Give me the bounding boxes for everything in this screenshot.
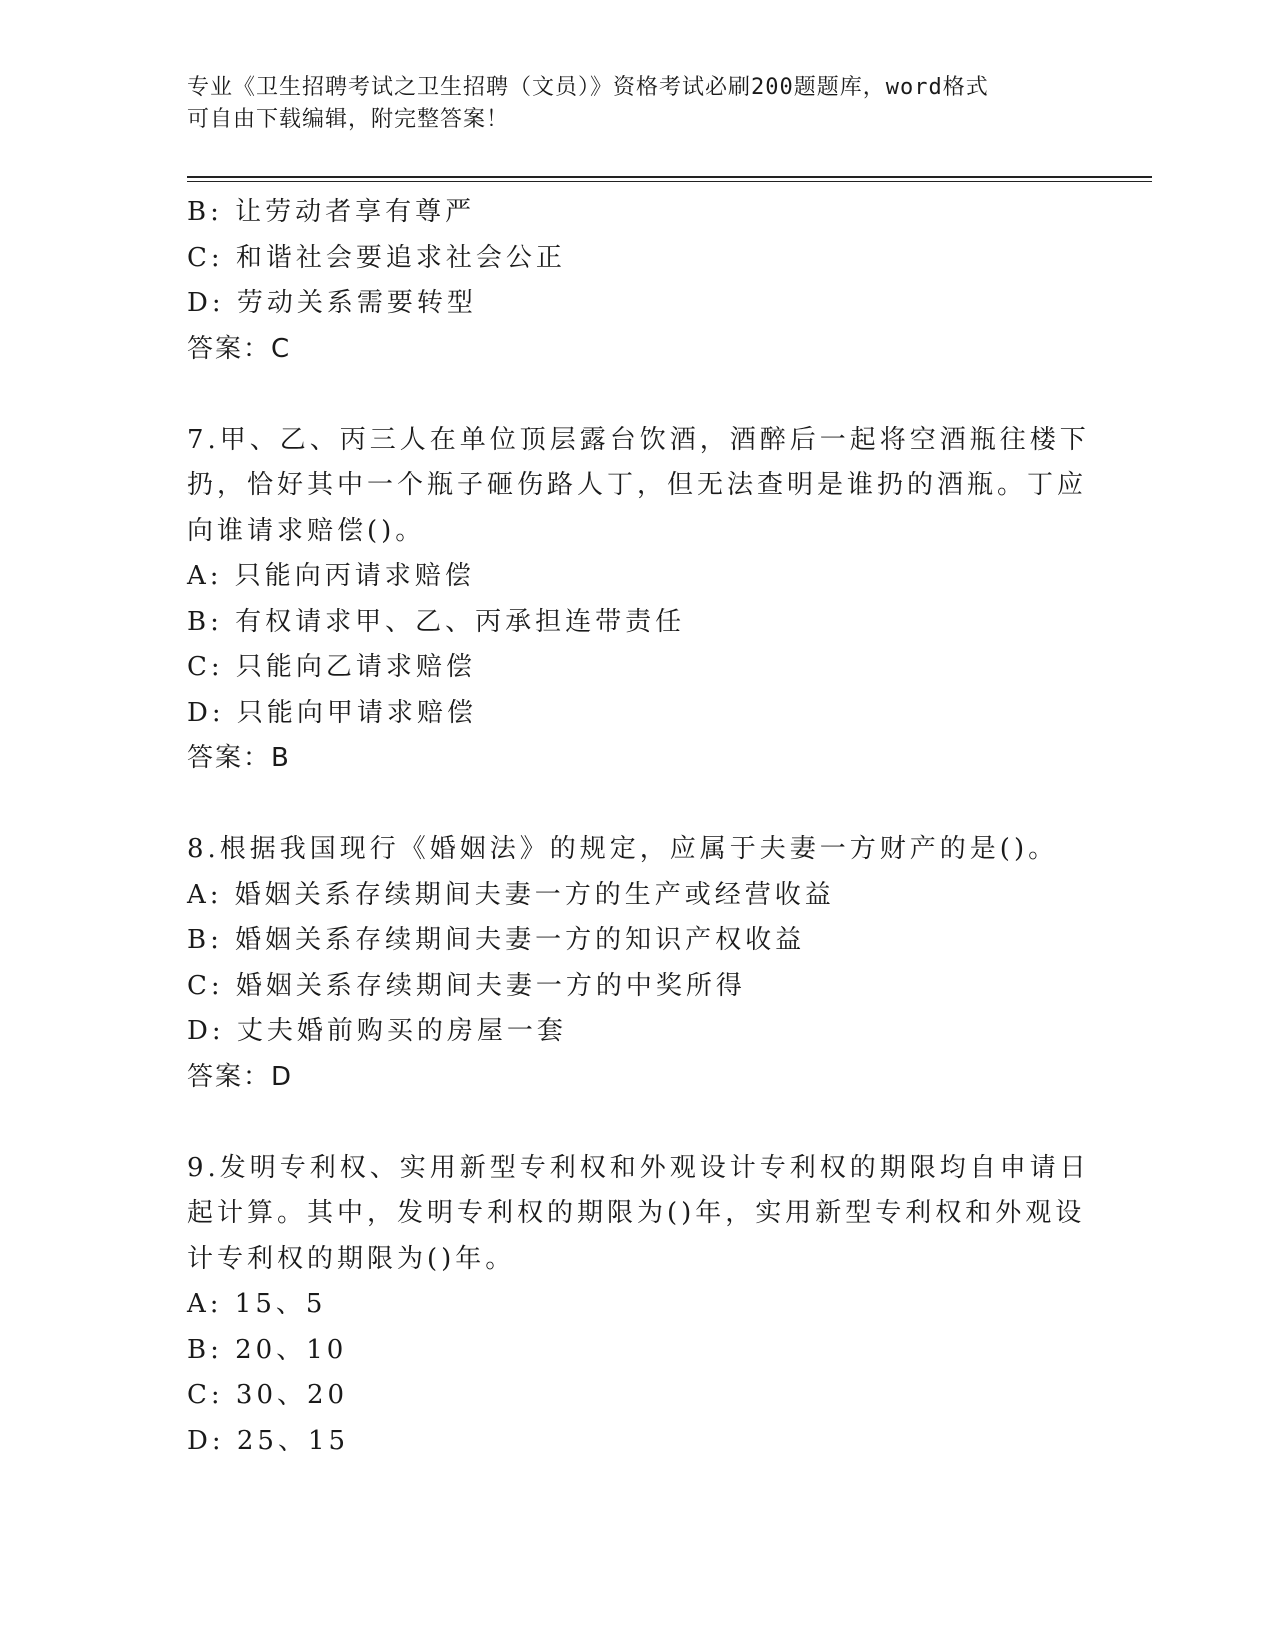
question-stem-line: 向谁请求赔偿()。 — [187, 515, 426, 546]
question-spacer — [187, 1100, 1067, 1146]
question-stem-line: 扔，恰好其中一个瓶子砸伤路人丁，但无法查明是谁扔的酒瓶。丁应 — [187, 470, 1088, 500]
option-d: D: 25、15 — [187, 1425, 350, 1456]
option-c: C: 30、20 — [187, 1380, 349, 1410]
question-stem-line: 计专利权的期限为()年。 — [187, 1243, 516, 1274]
answer-line: 答案：D — [187, 1061, 294, 1092]
answer-line: 答案：C — [187, 333, 292, 364]
option-b: B: 让劳动者享有尊严 — [187, 197, 476, 227]
question-7 — [187, 418, 1090, 782]
question-stem-line: 9.发明专利权、实用新型专利权和外观设计专利权的期限均自申请日 — [187, 1152, 1090, 1183]
question-stem-line: 7.甲、乙、丙三人在单位顶层露台饮酒，酒醉后一起将空酒瓶往楼下 — [187, 424, 1090, 455]
question-list — [187, 190, 1090, 1464]
question-9 — [187, 1146, 1090, 1465]
option-c: C: 只能向乙请求赔偿 — [187, 652, 476, 682]
question-6-tail — [187, 190, 1067, 372]
option-b: B: 有权请求甲、乙、丙承担连带责任 — [187, 606, 686, 637]
header-title-line-1: 专业《卫生招聘考试之卫生招聘（文员）》资格考试必刷200题题库，word格式 — [187, 75, 989, 100]
option-d: D: 只能向甲请求赔偿 — [187, 697, 477, 728]
option-d: D: 劳动关系需要转型 — [187, 288, 477, 318]
question-spacer — [187, 372, 1067, 418]
option-d: D: 丈夫婚前购买的房屋一套 — [187, 1016, 567, 1046]
option-a: A: 只能向丙请求赔偿 — [187, 561, 475, 591]
option-c: C: 婚姻关系存续期间夫妻一方的中奖所得 — [187, 970, 746, 1001]
question-8 — [187, 827, 1067, 1100]
question-spacer — [187, 782, 1067, 828]
question-stem-line: 起计算。其中，发明专利权的期限为()年，实用新型专利权和外观设 — [187, 1198, 1086, 1228]
option-b: B: 婚姻关系存续期间夫妻一方的知识产权收益 — [187, 925, 806, 955]
document-header — [187, 72, 1087, 136]
option-b: B: 20、10 — [187, 1334, 348, 1365]
question-stem-line: 8.根据我国现行《婚姻法》的规定，应属于夫妻一方财产的是()。 — [187, 834, 1059, 864]
header-title-line-2: 可自由下载编辑，附完整答案！ — [187, 107, 510, 132]
header-divider-thin — [187, 181, 1152, 182]
option-a: A: 婚姻关系存续期间夫妻一方的生产或经营收益 — [187, 879, 835, 910]
option-c: C: 和谐社会要追求社会公正 — [187, 242, 566, 273]
header-divider-thick — [187, 176, 1152, 178]
option-a: A: 15、5 — [187, 1289, 327, 1319]
answer-line: 答案：B — [187, 743, 291, 773]
